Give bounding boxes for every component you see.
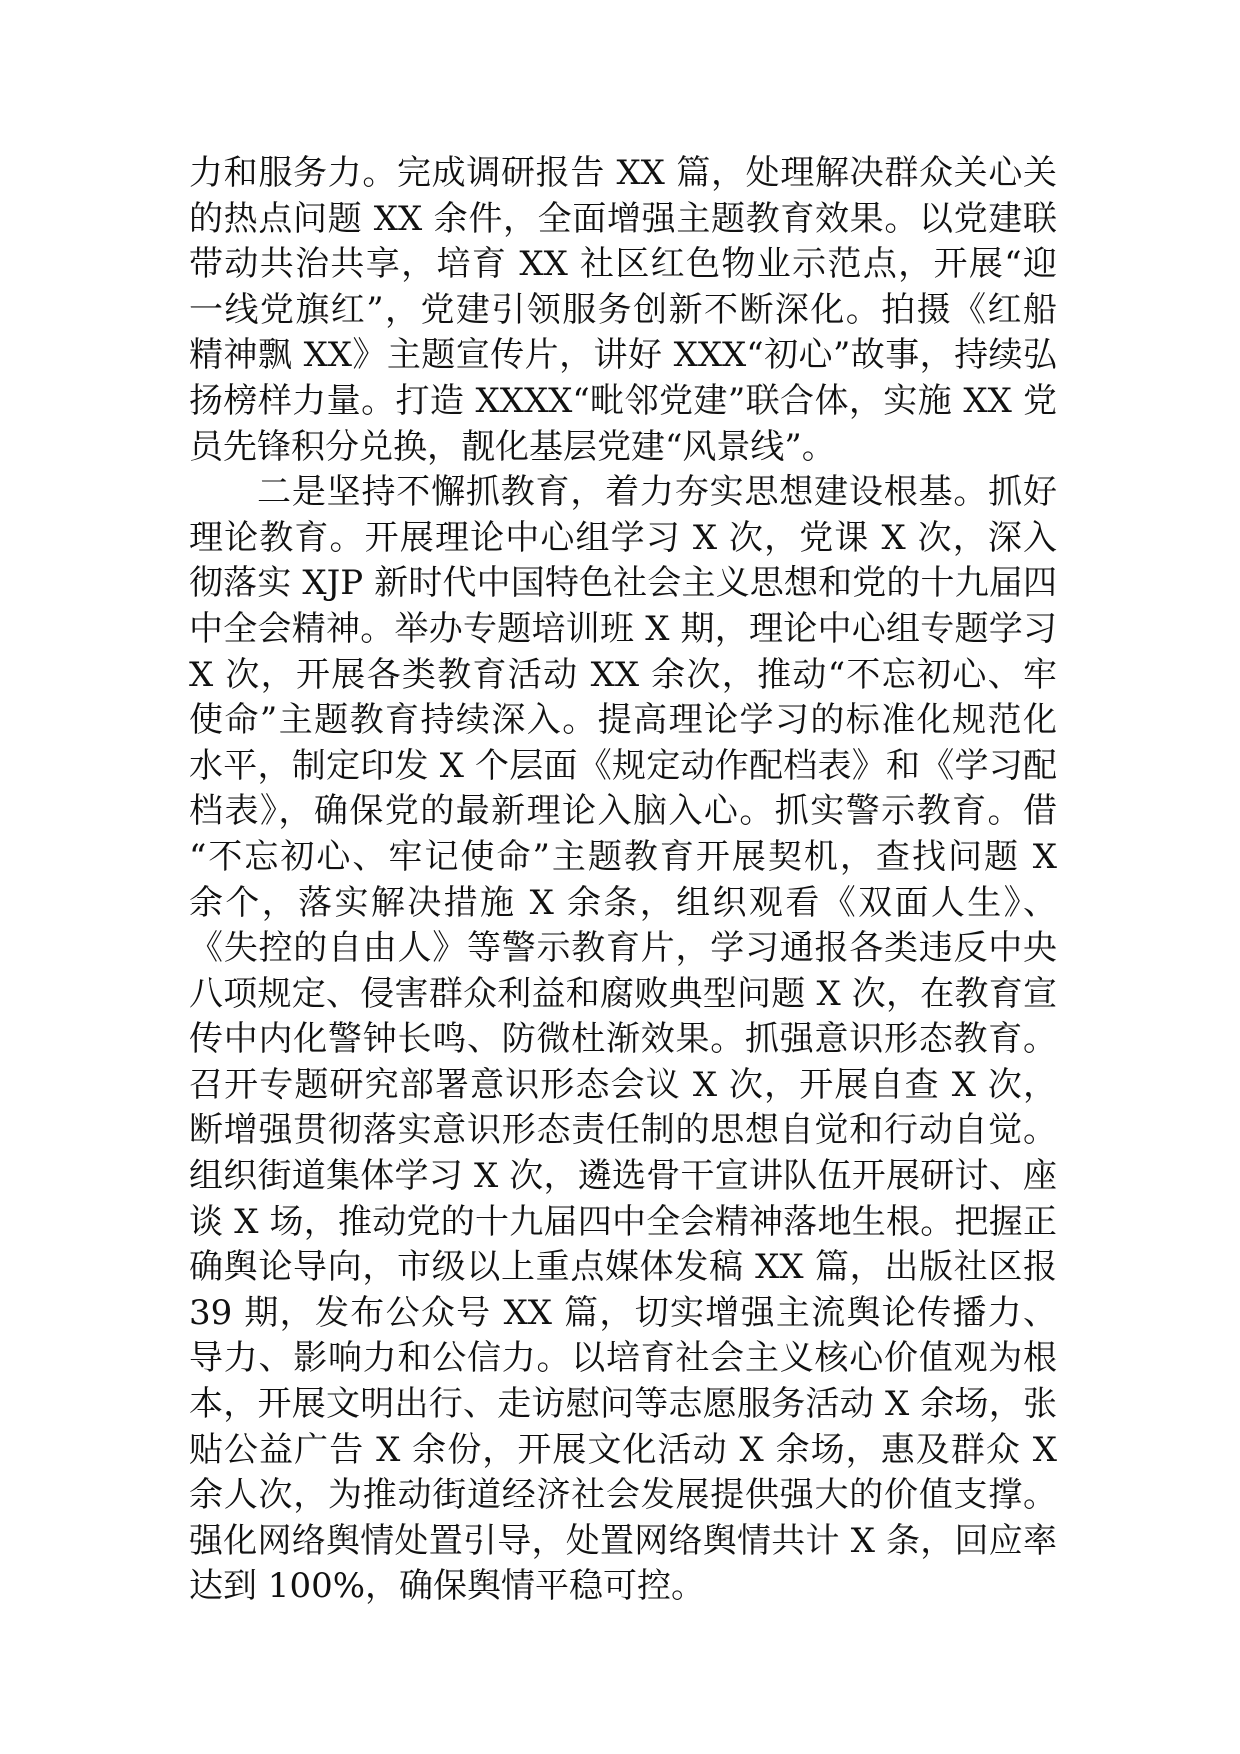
text-line: 召开专题研究部署意识形态会议 X 次，开展自查 X 次， (189, 1064, 1057, 1105)
document-body (189, 151, 1057, 1610)
text-line: 导力、影响力和公信力。以培育社会主义核心价值观为根 (189, 1338, 1057, 1379)
text-line: 组织街道集体学习 X 次，遴选骨干宣讲队伍开展研讨、座 (189, 1156, 1057, 1197)
text-line: 扬榜样力量。打造 XXXX“毗邻党建”联合体，实施 XX 党 (189, 380, 1057, 421)
text-line: 断增强贯彻落实意识形态责任制的思想自觉和行动自觉。 (189, 1110, 1057, 1151)
text-line: “不忘初心、牢记使命”主题教育开展契机，查找问题 X (189, 836, 1057, 877)
text-line: 员先锋积分兑换，靓化基层党建“风景线”。 (189, 426, 836, 467)
text-line: 本，开展文明出行、走访慰问等志愿服务活动 X 余场，张 (189, 1384, 1057, 1425)
text-line: 传中内化警钟长鸣、防微杜渐效果。抓强意识形态教育。 (189, 1019, 1057, 1060)
text-line: 精神飘 XX》主题宣传片，讲好 XXX“初心”故事，持续弘 (189, 335, 1057, 376)
text-line: 二是坚持不懈抓教育，着力夯实思想建设根基。抓好 (257, 472, 1057, 513)
paragraph (189, 470, 1057, 1610)
text-line: 《失控的自由人》等警示教育片，学习通报各类违反中央 (189, 928, 1057, 969)
text-line: 强化网络舆情处置引导，处置网络舆情共计 X 条，回应率 (189, 1520, 1057, 1561)
text-line: X 次，开展各类教育活动 XX 余次，推动“不忘初心、牢 (189, 654, 1057, 695)
text-line: 达到 100%，确保舆情平稳可控。 (189, 1566, 706, 1607)
text-line: 彻落实 XJP 新时代中国特色社会主义思想和党的十九届四 (189, 563, 1057, 604)
text-line: 一线党旗红”，党建引领服务创新不断深化。拍摄《红船 (189, 289, 1057, 330)
text-line: 中全会精神。举办专题培训班 X 期，理论中心组专题学习 (189, 608, 1057, 649)
text-line: 带动共治共享，培育 XX 社区红色物业示范点，开展“迎 (189, 244, 1057, 285)
text-line: 39 期，发布公众号 XX 篇，切实增强主流舆论传播力、 (189, 1292, 1057, 1333)
text-line: 贴公益广告 X 余份，开展文化活动 X 余场，惠及群众 X (189, 1429, 1057, 1470)
text-line: 档表》，确保党的最新理论入脑入心。抓实警示教育。借 (189, 791, 1057, 832)
text-line: 确舆论导向，市级以上重点媒体发稿 XX 篇，出版社区报 (189, 1247, 1057, 1288)
text-line: 力和服务力。完成调研报告 XX 篇，处理解决群众关心关 (189, 153, 1057, 193)
text-line: 水平，制定印发 X 个层面《规定动作配档表》和《学习配 (189, 745, 1057, 786)
text-line: 谈 X 场，推动党的十九届四中全会精神落地生根。把握正 (189, 1201, 1057, 1242)
text-line: 的热点问题 XX 余件，全面增强主题教育效果。以党建联 (189, 198, 1057, 239)
text-line: 理论教育。开展理论中心组学习 X 次，党课 X 次，深入 (189, 517, 1057, 558)
text-line: 余人次，为推动街道经济社会发展提供强大的价值支撑。 (189, 1475, 1057, 1516)
text-line: 余个，落实解决措施 X 余条，组织观看《双面人生》、 (189, 882, 1057, 923)
paragraph (189, 151, 1057, 470)
text-line: 八项规定、侵害群众利益和腐败典型问题 X 次，在教育宣 (189, 973, 1057, 1014)
text-line: 使命”主题教育持续深入。提高理论学习的标准化规范化 (189, 700, 1057, 741)
